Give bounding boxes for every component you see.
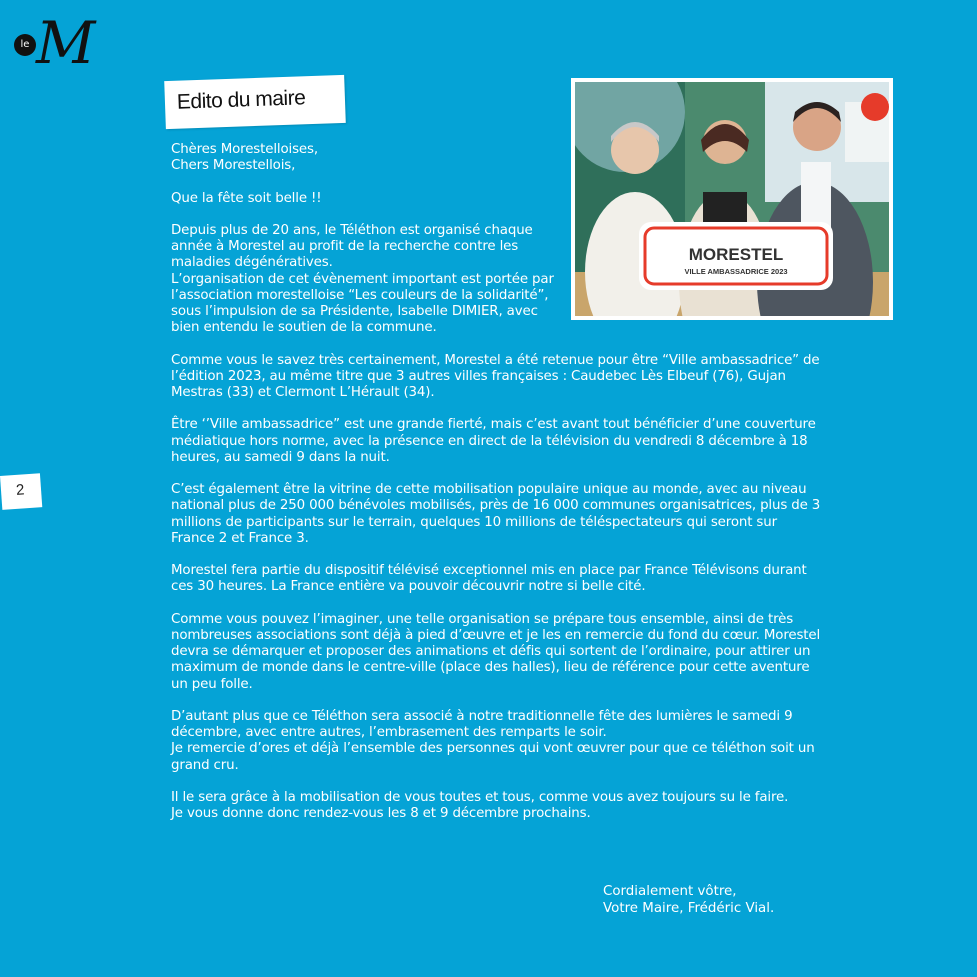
editorial-body	[171, 142, 821, 839]
paragraph-closing: Il le sera grâce à la mobilisation de vous toutes et tous, comme vous avez toujours su le faire. Je vous donne donc rendez-vous les 8 et 9 décembre prochains.	[171, 789, 789, 822]
signature: Cordialement vôtre, Votre Maire, Frédéric Vial.	[603, 884, 775, 916]
paragraph-showcase: C’est également être la vitrine de cette mobilisation populaire unique au monde, avec au niveau national plus de 250 000 bénévoles mobilisés, près de 16 000 communes organisatrices, plus de 3 millions de participants sur le terrain, quelques 10 millions de téléspectateurs qui seront sur France 2 et France 3.	[171, 482, 821, 546]
paragraph-history: Depuis plus de 20 ans, le Téléthon est organisé chaque année à Morestel au profit de la recherche contre les maladies dégénératives. L’organisation de cet évènement important est portée par l’association morestelloise “Les couleurs de la solidarité”, sous l’impulsion de sa Présidente, Isabelle DIMIER, avec bien entendu le soutien de la commune.	[171, 222, 554, 336]
sign-subtitle: VILLE AMBASSADRICE 2023	[684, 267, 788, 276]
paragraph-organisation: Comme vous pouvez l’imaginer, une telle organisation se prépare tous ensemble, ainsi de très nombreuses associations sont déjà à pied d’œuvre et je les en remercie du fond du cœur. Morestel devra se démarquer et proposer des animations et défis qui sortent de l’ordinaire, pour attirer un maximum de monde dans le centre-ville (place des halles), lieu de référence pour cette aventure un peu folle.	[171, 611, 821, 692]
paragraph-lights: D’autant plus que ce Téléthon sera associé à notre traditionnelle fête des lumières le samedi 9 décembre, avec entre autres, l’embrasement des remparts le soir. Je remercie d’ores et déjà l’ensemble des personnes qui vont œuvrer pour que ce téléthon soit un grand cru.	[171, 708, 815, 773]
logo-m-letter: M	[36, 9, 96, 77]
page-number: 2	[15, 481, 25, 499]
magazine-logo	[14, 9, 104, 77]
greeting: Chères Morestelloises, Chers Morestellois,	[171, 142, 318, 174]
paragraph-tv: Morestel fera partie du dispositif télévisé exceptionnel mis en place par France Télévisons durant ces 30 heures. La France entière va pouvoir découvrir notre si belle cité.	[171, 563, 807, 595]
paragraph-ambassador: Comme vous le savez très certainement, Morestel a été retenue pour être “Ville ambassadrice” de l’édition 2023, au même titre que 3 autres villes françaises : Caudebec Lès Elbeuf (76), Gujan Mestras (33) et Clermont L’Hérault (34).	[171, 352, 820, 400]
page-title: Edito du maire	[176, 86, 306, 114]
title-card	[164, 75, 346, 129]
paragraph-opening: Que la fête soit belle !!	[171, 190, 322, 206]
sign-title: MORESTEL	[688, 245, 784, 264]
paragraph-pride: Être ‘’Ville ambassadrice” est une grande fierté, mais c’est avant tout bénéficier d’une couverture médiatique hors norme, avec la présence en direct de la télévision du vendredi 8 décembre à 18 heures, au samedi 9 dans la nuit.	[171, 417, 816, 465]
logo-le-badge: le	[14, 34, 36, 56]
page-number-tab	[0, 473, 42, 510]
